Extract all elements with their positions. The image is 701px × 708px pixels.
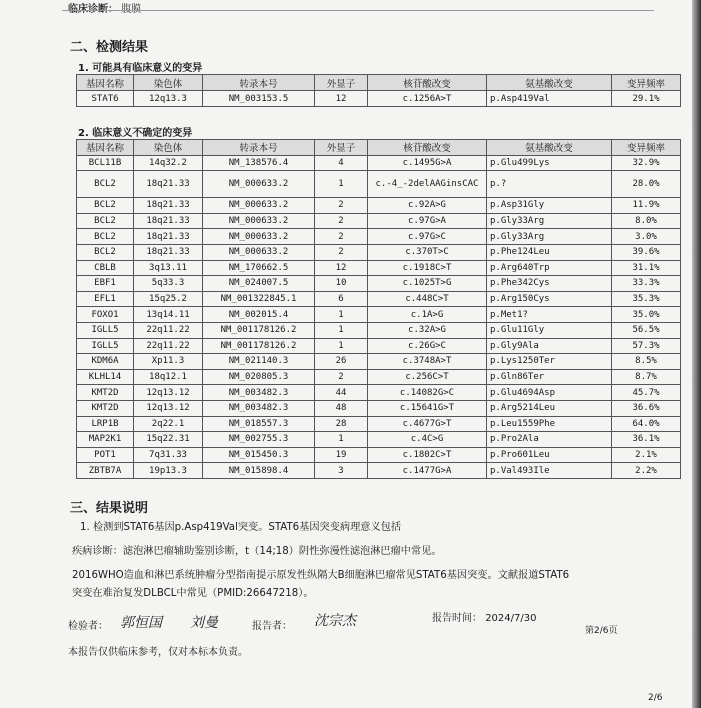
gene-cell: MAP2K1 [77,432,134,448]
chromosome-cell: 15q22.31 [134,432,203,448]
uncertain-variant-table [76,139,681,479]
gene-cell: KDM6A [77,354,134,370]
page-edge-shadow [692,0,701,708]
frequency-cell: 8.0% [612,213,681,229]
amino-acid-change-cell: p.Gly33Arg [487,213,612,229]
chromosome-cell: 12q13.12 [134,385,203,401]
transcript-cell: NM_020805.3 [203,369,315,385]
table-row [77,171,681,198]
amino-acid-change-cell: p.Val493Ile [487,463,612,479]
report-time-value: 2024/7/30 [485,613,537,624]
chromosome-cell: 3q13.11 [134,260,203,276]
gene-cell: LRP1B [77,416,134,432]
frequency-cell: 57.3% [612,338,681,354]
transcript-cell: NM_002755.3 [203,432,315,448]
gene-cell: IGLL5 [77,322,134,338]
table-row [77,447,681,463]
table2-header-frequency: 变异频率 [612,140,681,156]
frequency-cell: 29.1% [612,91,681,107]
chromosome-cell: 15q25.2 [134,291,203,307]
frequency-cell: 45.7% [612,385,681,401]
frequency-cell: 32.9% [612,155,681,171]
section-title-explanation: 三、结果说明 [70,501,149,516]
table1-header-gene: 基因名称 [77,75,134,91]
exon-cell: 28 [315,416,368,432]
clinical-diagnosis [68,0,141,15]
diagnosis-value: 腹膜 [121,4,142,15]
exon-cell: 1 [315,432,368,448]
exon-cell: 10 [315,276,368,292]
table2-header-exon: 外显子 [315,140,368,156]
exon-cell: 1 [315,322,368,338]
nucleotide-change-cell: c.1025T>G [368,276,487,292]
transcript-cell: NM_000633.2 [203,198,315,214]
exon-cell: 2 [315,229,368,245]
table2-header-gene: 基因名称 [77,140,134,156]
transcript-cell: NM_001178126.2 [203,322,315,338]
table-row [77,291,681,307]
table-row [77,260,681,276]
explanation-line-3: 2016WHO造血和淋巴系统肿瘤分型指南提示原发性纵隔大B细胞淋巴瘤常见STAT6基因突变。文献报道STAT6 [72,570,570,581]
exon-cell: 1 [315,307,368,323]
nucleotide-change-cell: c.1256A>T [368,91,487,107]
table-row [77,432,681,448]
amino-acid-change-cell: p.Glu499Lys [487,155,612,171]
gene-cell: EFL1 [77,291,134,307]
amino-acid-change-cell: p.Met1? [487,307,612,323]
report-time-label: 报告时间： [432,613,482,624]
frequency-cell: 64.0% [612,416,681,432]
nucleotide-change-cell: c.1495G>A [368,155,487,171]
transcript-cell: NM_003153.5 [203,91,315,107]
table-row [77,198,681,214]
amino-acid-change-cell: p.Gly9Ala [487,338,612,354]
reviewer-signature: 沈宗杰 [314,613,356,629]
table-row [77,322,681,338]
frequency-cell: 8.7% [612,369,681,385]
transcript-cell: NM_001322845.1 [203,291,315,307]
chromosome-cell: 18q21.33 [134,229,203,245]
diagnosis-label: 临床诊断： [68,4,118,15]
table1-header-frequency: 变异频率 [612,75,681,91]
frequency-cell: 39.6% [612,244,681,260]
exon-cell: 12 [315,260,368,276]
chromosome-cell: 22q11.22 [134,338,203,354]
section-title-results: 二、检测结果 [70,40,149,55]
transcript-cell: NM_000633.2 [203,229,315,245]
disclaimer: 本报告仅供临床参考，仅对本标本负责。 [68,647,248,658]
amino-acid-change-cell: p.Arg640Trp [487,260,612,276]
transcript-cell: NM_015450.3 [203,447,315,463]
page-number: 2/6 [648,693,663,703]
frequency-cell: 2.1% [612,447,681,463]
table1-header-nucleotide-change: 核苷酸改变 [368,75,487,91]
nucleotide-change-cell: c.370T>C [368,244,487,260]
table-row [77,155,681,171]
exon-cell: 48 [315,400,368,416]
table-row [77,229,681,245]
amino-acid-change-cell: p.Asp31Gly [487,198,612,214]
header-rule [62,10,654,11]
transcript-cell: NM_003482.3 [203,400,315,416]
chromosome-cell: 7q31.33 [134,447,203,463]
amino-acid-change-cell: p.? [487,171,612,198]
chromosome-cell: Xp11.3 [134,354,203,370]
gene-cell: IGLL5 [77,338,134,354]
exon-cell: 1 [315,171,368,198]
exon-cell: 19 [315,447,368,463]
frequency-cell: 36.6% [612,400,681,416]
nucleotide-change-cell: c.32A>G [368,322,487,338]
nucleotide-change-cell: c.97G>C [368,229,487,245]
chromosome-cell: 5q33.3 [134,276,203,292]
table-row [77,385,681,401]
table2-header-chromosome: 染色体 [134,140,203,156]
chromosome-cell: 18q21.33 [134,213,203,229]
nucleotide-change-cell: c.1477G>A [368,463,487,479]
frequency-cell: 3.0% [612,229,681,245]
amino-acid-change-cell: p.Arg150Cys [487,291,612,307]
transcript-cell: NM_024007.5 [203,276,315,292]
exon-cell: 2 [315,244,368,260]
nucleotide-change-cell: c.1802C>T [368,447,487,463]
explanation-line-1: 1. 检测到STAT6基因p.Asp419Val突变。STAT6基因突变病理意义包括 [80,522,402,533]
explanation-line-2: 疾病诊断：滤泡淋巴瘤辅助鉴别诊断，t（14;18）阴性弥漫性滤泡淋巴瘤中常见。 [72,546,442,557]
amino-acid-change-cell: p.Pro601Leu [487,447,612,463]
gene-cell: BCL2 [77,244,134,260]
table-row [77,369,681,385]
nucleotide-change-cell: c.92A>G [368,198,487,214]
nucleotide-change-cell: c.14082G>C [368,385,487,401]
table-row [77,244,681,260]
amino-acid-change-cell: p.Phe124Leu [487,244,612,260]
chromosome-cell: 19p13.3 [134,463,203,479]
frequency-cell: 36.1% [612,432,681,448]
frequency-cell: 35.3% [612,291,681,307]
chromosome-cell: 18q21.33 [134,244,203,260]
transcript-cell: NM_018557.3 [203,416,315,432]
frequency-cell: 28.0% [612,171,681,198]
amino-acid-change-cell: p.Arg5214Leu [487,400,612,416]
table2-header-transcript: 转录本号 [203,140,315,156]
exon-cell: 2 [315,198,368,214]
table-row [77,400,681,416]
exon-cell: 4 [315,155,368,171]
transcript-cell: NM_000633.2 [203,213,315,229]
gene-cell: KLHL14 [77,369,134,385]
transcript-cell: NM_002015.4 [203,307,315,323]
chromosome-cell: 18q21.33 [134,198,203,214]
transcript-cell: NM_000633.2 [203,171,315,198]
gene-cell: BCL2 [77,229,134,245]
transcript-cell: NM_001178126.2 [203,338,315,354]
tester-label: 检验者： [68,621,108,632]
nucleotide-change-cell: c.15641G>T [368,400,487,416]
exon-cell: 2 [315,213,368,229]
amino-acid-change-cell: p.Phe342Cys [487,276,612,292]
amino-acid-change-cell: p.Glu4694Asp [487,385,612,401]
table-row [77,416,681,432]
gene-cell: BCL2 [77,198,134,214]
nucleotide-change-cell: c.448C>T [368,291,487,307]
frequency-cell: 31.1% [612,260,681,276]
frequency-cell: 8.5% [612,354,681,370]
nucleotide-change-cell: c.26G>C [368,338,487,354]
tester-signature-2: 刘曼 [190,615,218,631]
gene-cell: FOXO1 [77,307,134,323]
gene-cell: ZBTB7A [77,463,134,479]
exon-cell: 6 [315,291,368,307]
table-row [77,354,681,370]
nucleotide-change-cell: c.3748A>T [368,354,487,370]
table-row [77,91,681,107]
amino-acid-change-cell: p.Lys1250Ter [487,354,612,370]
table2-header-nucleotide-change: 核苷酸改变 [368,140,487,156]
subsection-title-significant: 1. 可能具有临床意义的变异 [78,63,203,74]
chromosome-cell: 22q11.22 [134,322,203,338]
table1-header-transcript: 转录本号 [203,75,315,91]
transcript-cell: NM_015898.4 [203,463,315,479]
table1-header-exon: 外显子 [315,75,368,91]
table-row [77,276,681,292]
transcript-cell: NM_003482.3 [203,385,315,401]
gene-cell: BCL2 [77,213,134,229]
nucleotide-change-cell: c.-4_-2delAAGinsCAC [368,171,487,198]
subsection-title-uncertain: 2. 临床意义不确定的变异 [78,128,193,139]
transcript-cell: NM_170662.5 [203,260,315,276]
amino-acid-change-cell: p.Gly33Arg [487,229,612,245]
tester-signature-1: 郭恒国 [120,615,162,631]
gene-cell: STAT6 [77,91,134,107]
page-label: 第2/6页 [585,626,618,636]
nucleotide-change-cell: c.4C>G [368,432,487,448]
nucleotide-change-cell: c.1918C>T [368,260,487,276]
signature-row [68,617,108,632]
chromosome-cell: 14q32.2 [134,155,203,171]
exon-cell: 44 [315,385,368,401]
transcript-cell: NM_000633.2 [203,244,315,260]
table-row [77,307,681,323]
gene-cell: CBLB [77,260,134,276]
reviewer-label: 报告者： [252,621,292,632]
exon-cell: 2 [315,369,368,385]
explanation-line-4: 突变在难治复发DLBCL中常见（PMID:26647218）。 [72,588,314,599]
chromosome-cell: 2q22.1 [134,416,203,432]
gene-cell: POT1 [77,447,134,463]
table2-header-amino-acid-change: 氨基酸改变 [487,140,612,156]
frequency-cell: 33.3% [612,276,681,292]
chromosome-cell: 12q13.12 [134,400,203,416]
transcript-cell: NM_138576.4 [203,155,315,171]
nucleotide-change-cell: c.256C>T [368,369,487,385]
chromosome-cell: 12q13.3 [134,91,203,107]
table-row [77,463,681,479]
nucleotide-change-cell: c.1A>G [368,307,487,323]
table-row [77,338,681,354]
significant-variant-table [76,74,681,107]
amino-acid-change-cell: p.Pro2Ala [487,432,612,448]
gene-cell: BCL2 [77,171,134,198]
gene-cell: KMT2D [77,385,134,401]
frequency-cell: 11.9% [612,198,681,214]
report-time [432,609,536,624]
chromosome-cell: 13q14.11 [134,307,203,323]
table1-header-amino-acid-change: 氨基酸改变 [487,75,612,91]
gene-cell: EBF1 [77,276,134,292]
exon-cell: 12 [315,91,368,107]
chromosome-cell: 18q12.1 [134,369,203,385]
exon-cell: 3 [315,463,368,479]
nucleotide-change-cell: c.97G>A [368,213,487,229]
amino-acid-change-cell: p.Asp419Val [487,91,612,107]
table-row [77,213,681,229]
table1-header-chromosome: 染色体 [134,75,203,91]
exon-cell: 1 [315,338,368,354]
frequency-cell: 35.0% [612,307,681,323]
transcript-cell: NM_021140.3 [203,354,315,370]
chromosome-cell: 18q21.33 [134,171,203,198]
nucleotide-change-cell: c.4677G>T [368,416,487,432]
amino-acid-change-cell: p.Gln86Ter [487,369,612,385]
gene-cell: BCL11B [77,155,134,171]
amino-acid-change-cell: p.Leu1559Phe [487,416,612,432]
frequency-cell: 56.5% [612,322,681,338]
amino-acid-change-cell: p.Glu11Gly [487,322,612,338]
exon-cell: 26 [315,354,368,370]
gene-cell: KMT2D [77,400,134,416]
frequency-cell: 2.2% [612,463,681,479]
